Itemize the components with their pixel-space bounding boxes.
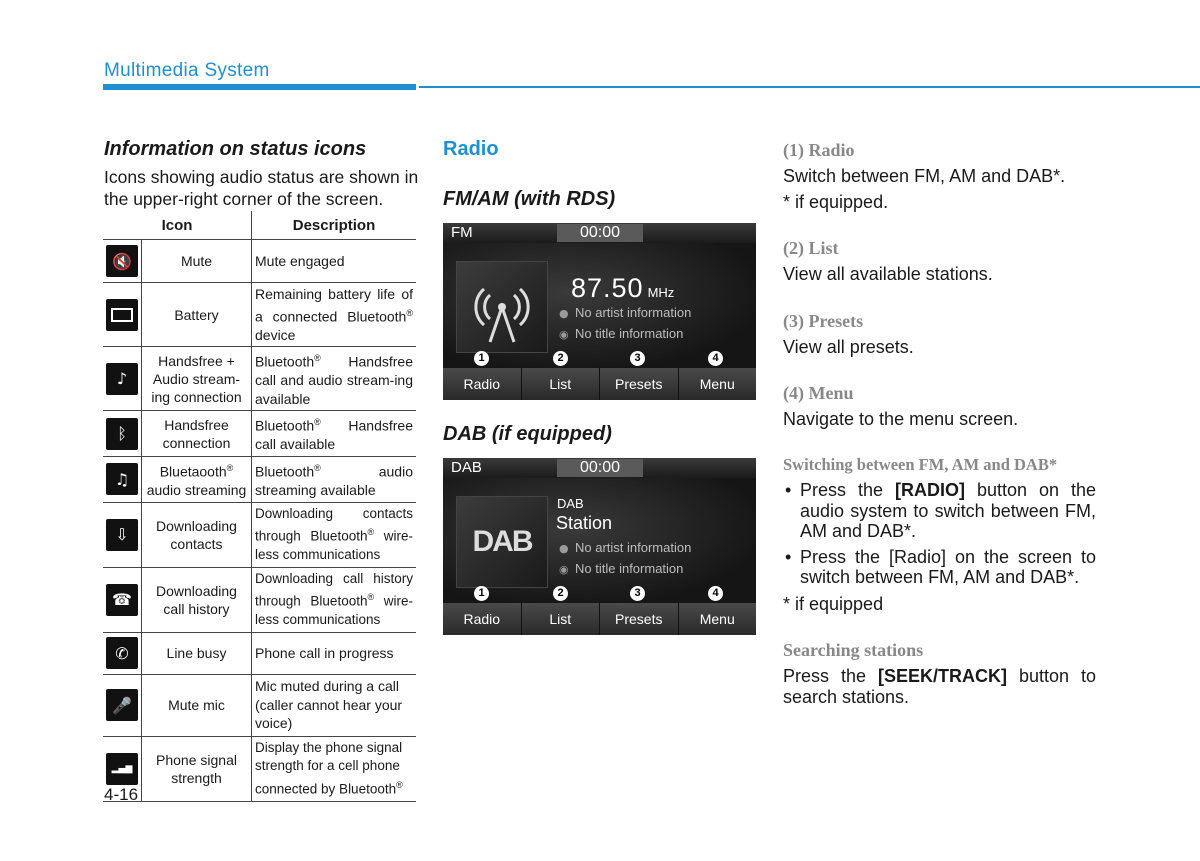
description-column-header: Description — [252, 211, 417, 240]
status-name: Mute mic — [142, 674, 252, 736]
person-icon: ● — [559, 307, 569, 320]
switching-note: * if equipped — [783, 594, 884, 614]
table-row — [103, 674, 416, 736]
screen-body — [443, 478, 756, 603]
artist-info: ● No artist information — [559, 540, 692, 555]
radio-heading: Radio — [443, 138, 499, 160]
searching-text: Press the [SEEK/TRACK] button to search stations. — [783, 666, 1096, 707]
bluetooth-audio-icon: ♫ — [106, 463, 138, 495]
header-rule-thick — [103, 84, 416, 90]
status-description: Downloading contacts through Bluetooth® wire-less communications — [252, 502, 417, 567]
table-header-row — [103, 211, 416, 240]
screen-body — [443, 243, 756, 368]
music-disc-icon: ◉ — [559, 328, 569, 341]
table-row — [103, 283, 416, 347]
list-item-heading: (2) List — [783, 238, 839, 258]
status-description: Bluetooth® Handsfree call available — [252, 411, 417, 457]
presets-button[interactable]: Presets — [600, 603, 679, 635]
radio-antenna-icon — [456, 261, 548, 353]
dab-service-label: DAB — [557, 496, 584, 511]
status-name: Downloading contacts — [142, 502, 252, 567]
status-name: Phone signal strength — [142, 736, 252, 801]
mode-label: FM — [451, 224, 473, 241]
status-description: Downloading call history through Bluetooth® wire-less communications — [252, 567, 417, 632]
presets-item-heading: (3) Presets — [783, 311, 864, 331]
status-description: Mute engaged — [252, 240, 417, 283]
status-name: Mute — [142, 240, 252, 283]
fm-am-heading: FM/AM (with RDS) — [443, 188, 616, 210]
table-row — [103, 502, 416, 567]
status-description: Bluetooth® Handsfree call and audio stream-ing available — [252, 347, 417, 411]
frequency-display: 87.50 MHz — [571, 273, 675, 303]
header-rule-thin — [419, 86, 1200, 88]
icon-column-header: Icon — [103, 211, 252, 240]
station-name: Station — [556, 513, 613, 533]
fm-radio-screen — [443, 223, 756, 400]
callout-markers — [443, 351, 756, 367]
callout-markers — [443, 586, 756, 602]
radio-button[interactable]: Radio — [443, 603, 522, 635]
download-call-history-icon: ☎ — [106, 584, 138, 616]
title-info: ◉ No title information — [559, 326, 684, 341]
dab-logo: DAB — [456, 496, 548, 588]
table-row — [103, 240, 416, 283]
list-item-text: View all available stations. — [783, 264, 993, 284]
status-description: Display the phone signal strength for a cell phone connected by Bluetooth® — [252, 736, 417, 801]
phone-signal-icon: ▂▄▆ — [106, 753, 138, 785]
status-name: Battery — [142, 283, 252, 347]
radio-item-heading: (1) Radio — [783, 140, 855, 160]
status-description: Bluetooth® audio streaming available — [252, 456, 417, 502]
person-icon: ● — [559, 542, 569, 555]
callout-marker: 4 — [708, 586, 723, 601]
table-row — [103, 456, 416, 502]
table-row — [103, 347, 416, 411]
presets-item-text: View all presets. — [783, 337, 914, 357]
section-title: Multimedia System — [104, 60, 270, 81]
status-icons-intro: Icons showing audio status are shown in the upper-right corner of the screen. — [104, 167, 419, 209]
list-item: • Press the [RADIO] button on the audio system to switch between FM, AM and DAB*. — [783, 480, 1096, 542]
callout-marker: 2 — [553, 586, 568, 601]
status-description: Phone call in progress — [252, 632, 417, 674]
clock: 00:00 — [557, 459, 643, 477]
status-icons-table — [103, 211, 416, 802]
menu-item-text: Navigate to the menu screen. — [783, 409, 1019, 429]
dab-radio-screen — [443, 458, 756, 635]
page-number: 4-16 — [104, 785, 139, 804]
line-busy-icon: ✆ — [106, 637, 138, 669]
download-contacts-icon: ⇩ — [106, 519, 138, 551]
status-name: Handsfree + Audio stream-ing connection — [142, 347, 252, 411]
searching-heading: Searching stations — [783, 640, 924, 660]
status-name: Line busy — [142, 632, 252, 674]
screen-status-bar — [443, 223, 756, 243]
callout-marker: 4 — [708, 351, 723, 366]
list-button[interactable]: List — [522, 368, 601, 400]
mode-label: DAB — [451, 459, 482, 476]
status-name: Handsfree connection — [142, 411, 252, 457]
table-row — [103, 567, 416, 632]
title-info: ◉ No title information — [559, 561, 684, 576]
switching-list — [783, 480, 1096, 593]
artist-info: ● No artist information — [559, 305, 692, 320]
presets-button[interactable]: Presets — [600, 368, 679, 400]
status-icons-heading: Information on status icons — [104, 138, 367, 160]
dab-heading: DAB (if equipped) — [443, 423, 612, 445]
screen-status-bar — [443, 458, 756, 478]
radio-item-text: Switch between FM, AM and DAB*. — [783, 166, 1066, 186]
status-name: Bluetaooth® audio streaming — [142, 456, 252, 502]
music-disc-icon: ◉ — [559, 563, 569, 576]
switching-heading: Switching between FM, AM and DAB* — [783, 455, 1058, 474]
callout-marker: 3 — [630, 351, 645, 366]
table-row — [103, 736, 416, 801]
callout-marker: 3 — [630, 586, 645, 601]
clock: 00:00 — [557, 224, 643, 242]
callout-marker: 1 — [474, 586, 489, 601]
mute-mic-icon: 🎤 — [106, 689, 138, 721]
table-row — [103, 411, 416, 457]
radio-item-note: * if equipped. — [783, 192, 889, 212]
menu-item-heading: (4) Menu — [783, 383, 854, 403]
callout-marker: 2 — [553, 351, 568, 366]
status-name: Downloading call history — [142, 567, 252, 632]
screen-button-bar — [443, 603, 756, 635]
menu-button[interactable]: Menu — [679, 603, 757, 635]
mute-icon: 🔇 — [106, 245, 138, 277]
status-description: Remaining battery life of a connected Bluetooth® device — [252, 283, 417, 347]
list-item: • Press the [Radio] on the screen to switch between FM, AM and DAB*. — [783, 547, 1096, 588]
menu-button[interactable]: Menu — [679, 368, 757, 400]
status-description: Mic muted during a call (caller cannot hear your voice) — [252, 674, 417, 736]
table-row — [103, 632, 416, 674]
battery-icon — [106, 299, 138, 331]
screen-button-bar — [443, 368, 756, 400]
radio-button[interactable]: Radio — [443, 368, 522, 400]
callout-marker: 1 — [474, 351, 489, 366]
handsfree-icon: ᛒ — [106, 418, 138, 450]
list-button[interactable]: List — [522, 603, 601, 635]
handsfree-audio-icon: ♪ — [106, 363, 138, 395]
